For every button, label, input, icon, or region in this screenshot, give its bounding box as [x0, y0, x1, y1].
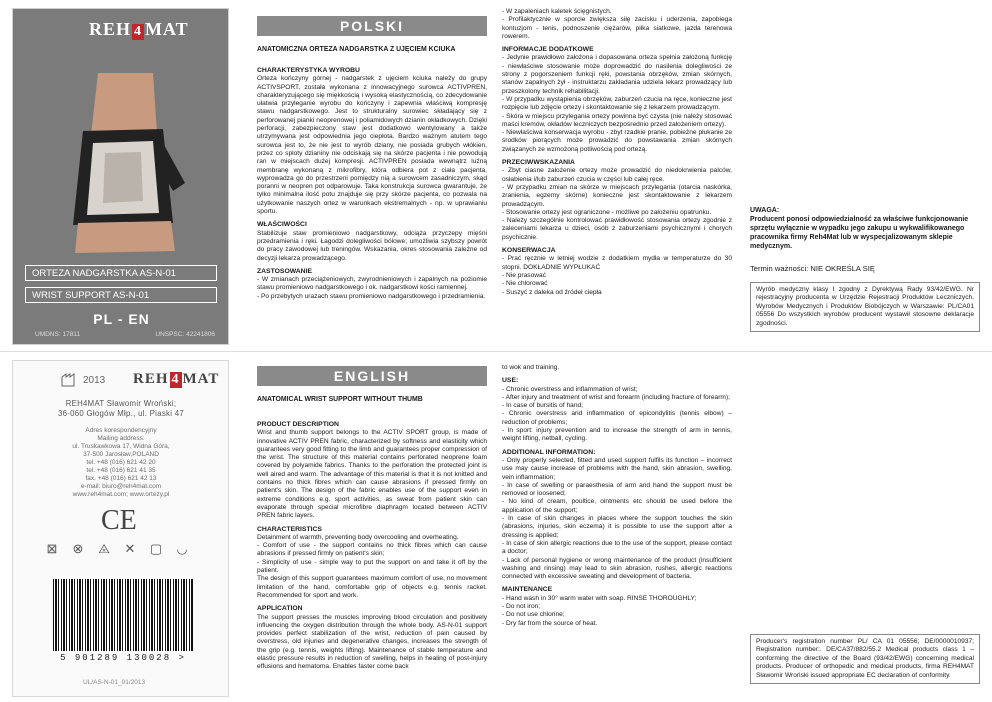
classification-codes	[35, 331, 215, 338]
mailing-address: Adres korespondencyjny Mailing address: ul. Truskawkowa 17, Widna Góra, 37-500 Jarosław,POLAND tel. +48 (016) 621 42 20 tel. +48 (016) 621 41 35 fax. +48 (016) 621 42 13 e-mail: biuro@reh4mat.com www.reh4mat.com; www.ortezy.pl	[72, 427, 170, 498]
hand-wash-icon: ◡	[176, 541, 188, 556]
expiry-note: Termin ważności: NIE OKREŚLA SIĘ	[750, 264, 875, 273]
manufacturer-name: REH4MAT Sławomir Wroński; 36-060 Głogów Młp., ul. Piaski 47	[57, 399, 185, 418]
section-text: - Chronic overstress and inflammation of wrist; - After injury and treatment of wrist and forearm (including fracture of forearm); - In case of bursitis of hand; - Chronic overstress and inflammation of epicondylitis (tennis elbow) – reduction of problems; - In sport: injury prevention and to increase the strength of arm in tennis, weight lifting, netball, cycling.	[502, 385, 732, 443]
section-text: Wrist and thumb support belongs to the ACTIV SPORT group, is made of innovative ACTIV PREN fabric, characterized by softness and elasticity which guarantees very good fitting to the limb and guarantees proper compression of the wrist. The structure of this material contains perforated neoprene foam covered by polyamide fabrics. Thanks to the perforation the protected joint is well aired and warm. The advantage of this material is that it is not knitted and contains no thick fibres which can cause abrasions if pressed firmly on patient's skin. The design of the fabric enables use of the support even in extreme conditions e.g. sport activities, as sweat from patient skin can evaporate through special microfibre diaphragm located between ACTIV PREN fabric layers.	[257, 429, 487, 520]
section-text: - Prać ręcznie w letniej wodzie z dodatkiem mydła w temperaturze do 30 stopni. DOKŁADNIE WYPŁUKAĆ - Nie prasować - Nie chlorować - Suszyć z daleka od źródeł ciepła	[502, 255, 732, 296]
registration-box-pl: Wyrób medyczny klasy I zgodny z Dyrektywą Rady 93/42/EWG. Nr rejestracyjny producenta w Urzędzie Rejestracji Produktów Leczniczych, Wyrobów Medycznych i Produktów Biobójczych w Warszawie: PL/CA01 05556 Do wszystkich wyrobów producent wystawił stosowne deklaracje zgodności.	[750, 282, 980, 332]
text-column-pl-2	[502, 8, 732, 297]
barcode-number: 5 901289 130028 >	[60, 653, 186, 663]
section-banner-polski: POLSKI	[257, 16, 487, 36]
document-ref: UL/AS-N-01_01/2013	[83, 679, 146, 686]
section-heading: ZASTOSOWANIE	[257, 267, 313, 275]
brand-logo: REH 4 MAT	[89, 19, 189, 39]
section-banner-english: ENGLISH	[257, 366, 487, 386]
section-heading: PRODUCT DESCRIPTION	[257, 421, 339, 428]
section-text: - W zmianach przeciążeniowych, zwyrodnieniowych i zapalnych na poziomie stawu promieniowo nadgarstkowego i ok. nadgarstkowi kości ramiennej. - Po przebytych urazach stawu promieniowo nadgarstkowego i przedramienia.	[257, 276, 487, 300]
warning-heading: UWAGA:	[750, 207, 780, 214]
document-title-pl: ANATOMICZNA ORTEZA NADGARSTKA Z UJĘCIEM KCIUKA	[257, 46, 456, 53]
manufacture-date-icon	[61, 373, 81, 387]
document-title-en: ANATOMICAL WRIST SUPPORT WITHOUT THUMB	[257, 396, 423, 403]
section-heading: CHARAKTERYSTYKA WYROBU	[257, 67, 360, 74]
dry-clean-icon: ▢	[149, 541, 163, 556]
ce-mark: CE	[101, 505, 137, 536]
registration-box-en: Producer's registration number PL/ CA 01 05556; DE/0000010937; Registration number:. DE/CA37/882/55.2 Medical products class 1 – conforming the directive of the Board (93/42/EWG) concerning medical products. Producer of orthopedic and medical products, firma REH4MAT Sławomir Wroński issued appropriate EC declaration of conformity.	[750, 634, 980, 684]
language-label: PL - EN	[93, 311, 150, 327]
section-text: - W zapaleniach kaletek ścięgnistych. - Profilaktycznie w sporcie zwiększa siłę zacisku i uderzenia, zapobiega kontuzjom - tenis, podnoszenie ciężarów, piłka siatkowe, jazda terenowa rowerem.	[502, 8, 732, 40]
section-text: Orteza kończyny górnej - nadgarstek z ujęciem kciuka należy do grupy ACTIVSPORT, została wykonana z innowacyjnego surowca ACTIVPREN, charakteryzującego się miękkością i wysoką elastycznością, co zdecydowanie ułatwia przyleganie wyrobu do kończyny i zapewnia właściwą kompresję stawu nadgarstkowego. Jest to strukturalny surowiec składający się z perforowanej pianki neoprenowej i poliamidowych dzianin okładkowych. Dzięki perforacji, zabezpieczony staw jest dodatkowo wentylowany a także utrzymywana jest odpowiednia jego ciepłota. Bardzo ważnym atutem tego surowca jest to, że nie jest to wyrób dziany, nie posiada grubych włókien, przez co sploty dzianiny nie odciskają się na skórze pacjenta i nie powodują ran w miejscach dużej kompresji. ACTIVPREN posiada wewnątrz luźną membranę wykonaną z mikrofibry, która odbiera pot z ciała pacjenta, wyprowadza go do przestrzeni pomiędzy nią a surowcem zasadniczym, skąd poranni w neopren pot odparowuje. Taka konstrukcja surowca gwarantuje, że tylko minimalna ilość potu znajduje się przy skórze pacjenta, co pozwala na użytkowanie naszych ortez w warunkach ekstremalnych - np. w uprawianiu sportu.	[257, 75, 487, 216]
section-text: Stabilizuje staw promieniowo nadgarstkowy, odciąża przyczepy mięśni przedramienia i ręki. Łagodzi dolegliwości bólowe; umożliwia szybszy powrót do pracy zawodowej lub treningów. Wskazania, okres stosowania zależne od decyzji lekarza prowadzącego.	[257, 229, 487, 262]
section-heading: APPLICATION	[257, 605, 303, 613]
manufacture-year: 2013	[83, 375, 106, 386]
section-heading: KONSERWACJA	[502, 247, 556, 255]
cover-panel	[12, 8, 229, 345]
text-column-en-2	[502, 364, 732, 628]
section-text: - Only properly selected, fitted and used support fulfils its function – incorrect use may cause increase of problems with the hand, skin abrasion, swelling, vein inflammation; - In case of swelling or paraesthesia of arm and hand the support must be removed or loosened; - No kind of cream, poultice, ointments etc should be used before the application of the support; - In case of skin changes in places where the support touches the skin (abrasions, injuries, skin eczema) it is possible to use the support after a dressing is applied; - In case of skin allergic reactions due to the use of the support, please contact a doctor; - Lack of personal hygiene or wrong maintenance of the product (insufficient washing and rinsing) may lead to skin abrasion, rushes, allergic reactions connected with excessive sweating and development of bacteria.	[502, 456, 732, 581]
section-heading: INFORMACJE DODATKOWE	[502, 46, 594, 54]
section-heading: WŁAŚCIWOŚCI	[257, 221, 307, 229]
section-text: - Zbyt ciasne założenie ortezy może prowadzić do niedokrwienia palców, osłabienia i/lub zaburzeń czucia w części lub całej ręce. - W przypadku zmian na skórze w miejscach przylegania (otarcia naskórka, zranienia, egzemy skórne) konieczne jest skontaktowanie z lekarzem prowadzącym. - Stosowanie ortezy jest ograniczone - możliwe po założeniu opatrunku. - Należy szczególnie kontrolować prawidłowość stosowania ortezy zgodnie z zaleceniami lekarza u dzieci, osób z zaburzeniami psychicznymi i chorych psychicznie.	[502, 167, 732, 241]
section-text: - Jedynie prawidłowo założona i dopasowana orteza spełnia założoną funkcję - niewłaściwe stosowanie może doprowadzić do nasilenia dolegliwości ze strony z pogorszeniem funkcji ręki, powstania obrzęków, zmian skórnych, stanów zapalnych żył - instruktarzu zakładania udziela lekarz prowadzący lub przeszkolony technik rehabilitacji. - W przypadku wystąpienia obrzęków, zaburzeń czucia na ręce, konieczne jest rozpięcie lub zdjęcie ortezy i skontaktowanie się z lekarzem prowadzącym. - Skóra w miejscu przylegania ortezy powinna być czysta (nie należy stosować maści kremów, okładów leczniczych bezpośrednio przed założeniem ortezy). - Niewłaściwa konserwacja wyrobu - zbyt rzadkie pranie, pobieżne płukanie ze środków piorących może prowadzić do powstawania zmian skórnych związanych ze wzmożoną potliwością pod ortezą.	[502, 54, 732, 153]
section-text: to wok and training.	[502, 364, 560, 371]
care-symbols	[43, 541, 191, 557]
back-panel	[12, 360, 229, 697]
wrist-support-image	[53, 73, 193, 263]
section-text: - Hand wash in 30° warm water with soap. RINSE THOROUGHLY; - Do not iron; - Do not use chlorine; - Dry far from the source of heat.	[502, 594, 697, 627]
no-bleach-icon: ⨻	[98, 541, 110, 556]
section-heading: USE:	[502, 377, 519, 385]
section-text: The support presses the muscles improving blood circulation and positively influencing the oxygen distribution through the whole body. AS-N-01 support provides perfect stabilization of the wrist, reduction of pain caused by overstress, old injuries and degenerative changes, increases the strength of the grip (e.g. tennis, weights lifting). Maintenance of stable temperature and elastic pressure results in reduction of swelling, helps in healing of post-injury effusions and hematoma. Enables faster come back	[257, 613, 487, 671]
section-heading: ADDITIONAL INFORMATION:	[502, 448, 596, 456]
umdns-code: UMDNS: 17811	[35, 331, 81, 338]
warning-text: Producent ponosi odpowiedzialność za właściwe funkcjonowanie sprzętu wyłącznie w wypadku jego zakupu u wykwalifikowanego pracownika firmy Reh4Mat lub w wyspecjalizowanym sklepie medycznym.	[750, 216, 969, 250]
unspsc-code: UNSPSC: 42241806	[155, 331, 215, 338]
section-heading: PRZECIWWSKAZANIA	[502, 159, 575, 167]
barcode	[53, 579, 193, 651]
warning-note	[750, 206, 980, 251]
text-column-pl-1	[257, 62, 487, 301]
section-heading: CHARACTERISTICS	[257, 525, 322, 533]
section-heading: MAINTENANCE	[502, 586, 553, 594]
no-wash-machine-icon: ⊠	[46, 541, 58, 556]
no-dryer-icon: ⊗	[72, 541, 84, 556]
product-label-en: WRIST SUPPORT AS-N-01	[25, 287, 217, 303]
brand-logo: REH 4 MAT	[133, 371, 220, 387]
no-iron-icon: ✕	[124, 541, 136, 556]
product-label-pl: ORTEZA NADGARSTKA AS-N-01	[25, 265, 217, 281]
text-column-en-1	[257, 416, 487, 672]
english-section	[0, 351, 992, 702]
section-text: Detainment of warmth, preventing body overcooling and overheating. - Comfort of use - the support contains no thick fibres which can cause abrasions if pressed firmly on patient's skin; - Simplicity of use - simple way to put the support on and take it off by the patient. The design of this support guarantees maximum comfort of use, no movement limitation of the hand, comfortable grip of objects e.g. tennis racket. Recommended for sport and work.	[257, 533, 487, 599]
